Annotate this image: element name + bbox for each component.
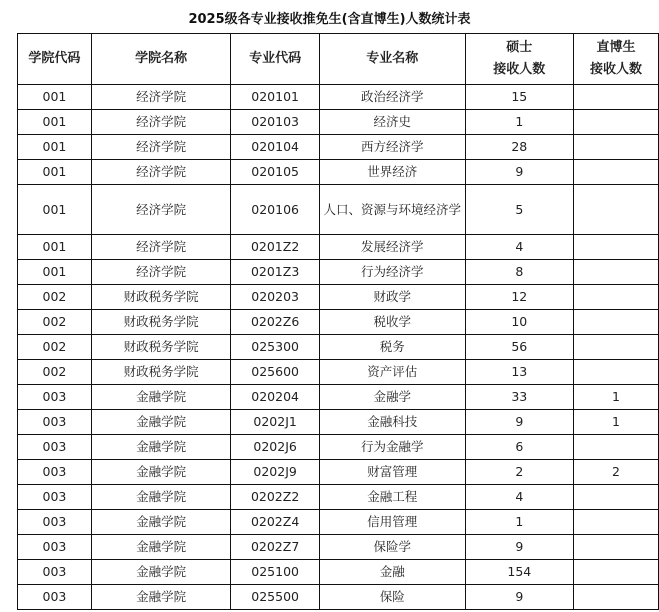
major-code-cell: 020106 [231, 185, 319, 235]
college-code-cell: 001 [18, 160, 92, 185]
college-name-cell: 财政税务学院 [91, 360, 231, 385]
college-code-cell: 003 [18, 485, 92, 510]
major-code-cell: 025100 [231, 560, 319, 585]
phd-count-cell [574, 235, 659, 260]
major-code-cell: 0202Z7 [231, 535, 319, 560]
header-master-count [465, 34, 573, 85]
phd-count-cell [574, 285, 659, 310]
college-code-cell: 003 [18, 460, 92, 485]
table-row [18, 310, 659, 335]
phd-count-cell [574, 260, 659, 285]
college-name-cell: 经济学院 [91, 235, 231, 260]
master-count-cell: 9 [465, 410, 573, 435]
college-code-cell: 002 [18, 310, 92, 335]
major-name-cell: 保险 [319, 585, 465, 610]
college-code-cell: 002 [18, 285, 92, 310]
phd-count-cell [574, 135, 659, 160]
phd-count-cell: 1 [574, 410, 659, 435]
college-name-cell: 财政税务学院 [91, 335, 231, 360]
header-phd-line2: 接收人数 [589, 62, 642, 77]
college-code-cell: 002 [18, 335, 92, 360]
table-row [18, 410, 659, 435]
college-code-cell: 001 [18, 135, 92, 160]
college-code-cell: 001 [18, 85, 92, 110]
major-name-cell: 金融 [319, 560, 465, 585]
major-code-cell: 0202Z4 [231, 510, 319, 535]
college-name-cell: 财政税务学院 [91, 310, 231, 335]
master-count-cell: 9 [465, 160, 573, 185]
major-code-cell: 0202J9 [231, 460, 319, 485]
header-college-code: 学院代码 [18, 34, 92, 85]
phd-count-cell [574, 310, 659, 335]
college-code-cell: 003 [18, 435, 92, 460]
major-name-cell: 金融学 [319, 385, 465, 410]
master-count-cell: 4 [465, 235, 573, 260]
master-count-cell: 56 [465, 335, 573, 360]
college-code-cell: 001 [18, 235, 92, 260]
college-name-cell: 金融学院 [91, 460, 231, 485]
college-code-cell: 001 [18, 260, 92, 285]
table-row [18, 460, 659, 485]
master-count-cell: 1 [465, 110, 573, 135]
phd-count-cell [574, 535, 659, 560]
table-row [18, 135, 659, 160]
phd-count-cell [574, 110, 659, 135]
major-code-cell: 0202Z6 [231, 310, 319, 335]
header-master-line1: 硕士 [506, 40, 533, 55]
table-row [18, 435, 659, 460]
header-major-name: 专业名称 [319, 34, 465, 85]
master-count-cell: 9 [465, 585, 573, 610]
header-phd-count [574, 34, 659, 85]
major-code-cell: 020105 [231, 160, 319, 185]
major-name-cell: 人口、资源与环境经济学 [319, 185, 465, 235]
college-name-cell: 金融学院 [91, 410, 231, 435]
major-code-cell: 0202J1 [231, 410, 319, 435]
table-row [18, 85, 659, 110]
phd-count-cell [574, 435, 659, 460]
major-name-cell: 金融科技 [319, 410, 465, 435]
college-name-cell: 金融学院 [91, 560, 231, 585]
phd-count-cell [574, 360, 659, 385]
college-name-cell: 金融学院 [91, 485, 231, 510]
college-code-cell: 003 [18, 410, 92, 435]
major-code-cell: 0201Z3 [231, 260, 319, 285]
college-code-cell: 003 [18, 510, 92, 535]
master-count-cell: 2 [465, 460, 573, 485]
major-code-cell: 025600 [231, 360, 319, 385]
page-title: 2025级各专业接收推免生(含直博生)人数统计表 [188, 12, 471, 27]
major-code-cell: 0202J6 [231, 435, 319, 460]
college-name-cell: 金融学院 [91, 435, 231, 460]
major-code-cell: 020101 [231, 85, 319, 110]
phd-count-cell [574, 510, 659, 535]
master-count-cell: 28 [465, 135, 573, 160]
phd-count-cell [574, 185, 659, 235]
major-code-cell: 020104 [231, 135, 319, 160]
master-count-cell: 154 [465, 560, 573, 585]
header-major-code: 专业代码 [231, 34, 319, 85]
table-body [18, 85, 659, 610]
major-name-cell: 保险学 [319, 535, 465, 560]
phd-count-cell [574, 585, 659, 610]
table-row [18, 385, 659, 410]
table-row [18, 260, 659, 285]
table-row [18, 185, 659, 235]
header-master-line2: 接收人数 [493, 62, 546, 77]
college-name-cell: 经济学院 [91, 85, 231, 110]
table-row [18, 535, 659, 560]
college-code-cell: 001 [18, 110, 92, 135]
college-name-cell: 经济学院 [91, 160, 231, 185]
major-code-cell: 0201Z2 [231, 235, 319, 260]
header-college-name: 学院名称 [91, 34, 231, 85]
table-row [18, 335, 659, 360]
phd-count-cell [574, 485, 659, 510]
phd-count-cell [574, 335, 659, 360]
phd-count-cell: 1 [574, 385, 659, 410]
college-code-cell: 003 [18, 560, 92, 585]
major-name-cell: 行为经济学 [319, 260, 465, 285]
master-count-cell: 33 [465, 385, 573, 410]
table-row [18, 160, 659, 185]
table-row [18, 110, 659, 135]
header-phd-line1: 直博生 [596, 40, 636, 55]
master-count-cell: 9 [465, 535, 573, 560]
major-code-cell: 020204 [231, 385, 319, 410]
phd-count-cell [574, 160, 659, 185]
major-name-cell: 政治经济学 [319, 85, 465, 110]
college-code-cell: 002 [18, 360, 92, 385]
master-count-cell: 4 [465, 485, 573, 510]
major-name-cell: 西方经济学 [319, 135, 465, 160]
major-name-cell: 税务 [319, 335, 465, 360]
major-name-cell: 发展经济学 [319, 235, 465, 260]
college-name-cell: 金融学院 [91, 510, 231, 535]
major-code-cell: 025500 [231, 585, 319, 610]
college-code-cell: 003 [18, 535, 92, 560]
table-header-row [18, 34, 659, 85]
major-name-cell: 资产评估 [319, 360, 465, 385]
major-name-cell: 财富管理 [319, 460, 465, 485]
table-row [18, 285, 659, 310]
table-row [18, 585, 659, 610]
master-count-cell: 1 [465, 510, 573, 535]
master-count-cell: 13 [465, 360, 573, 385]
master-count-cell: 8 [465, 260, 573, 285]
phd-count-cell: 2 [574, 460, 659, 485]
major-name-cell: 世界经济 [319, 160, 465, 185]
table-row [18, 235, 659, 260]
major-name-cell: 经济史 [319, 110, 465, 135]
college-code-cell: 003 [18, 385, 92, 410]
college-name-cell: 金融学院 [91, 585, 231, 610]
college-name-cell: 经济学院 [91, 260, 231, 285]
major-code-cell: 020203 [231, 285, 319, 310]
master-count-cell: 15 [465, 85, 573, 110]
college-name-cell: 经济学院 [91, 110, 231, 135]
master-count-cell: 6 [465, 435, 573, 460]
major-name-cell: 信用管理 [319, 510, 465, 535]
major-name-cell: 金融工程 [319, 485, 465, 510]
statistics-table [17, 33, 659, 610]
major-code-cell: 025300 [231, 335, 319, 360]
phd-count-cell [574, 560, 659, 585]
major-name-cell: 行为金融学 [319, 435, 465, 460]
table-row [18, 485, 659, 510]
master-count-cell: 5 [465, 185, 573, 235]
table-row [18, 360, 659, 385]
college-name-cell: 经济学院 [91, 185, 231, 235]
major-code-cell: 020103 [231, 110, 319, 135]
major-code-cell: 0202Z2 [231, 485, 319, 510]
college-code-cell: 003 [18, 585, 92, 610]
phd-count-cell [574, 85, 659, 110]
master-count-cell: 12 [465, 285, 573, 310]
college-name-cell: 经济学院 [91, 135, 231, 160]
master-count-cell: 10 [465, 310, 573, 335]
college-name-cell: 财政税务学院 [91, 285, 231, 310]
college-name-cell: 金融学院 [91, 535, 231, 560]
table-row [18, 510, 659, 535]
college-name-cell: 金融学院 [91, 385, 231, 410]
major-name-cell: 财政学 [319, 285, 465, 310]
college-code-cell: 001 [18, 185, 92, 235]
table-row [18, 560, 659, 585]
major-name-cell: 税收学 [319, 310, 465, 335]
